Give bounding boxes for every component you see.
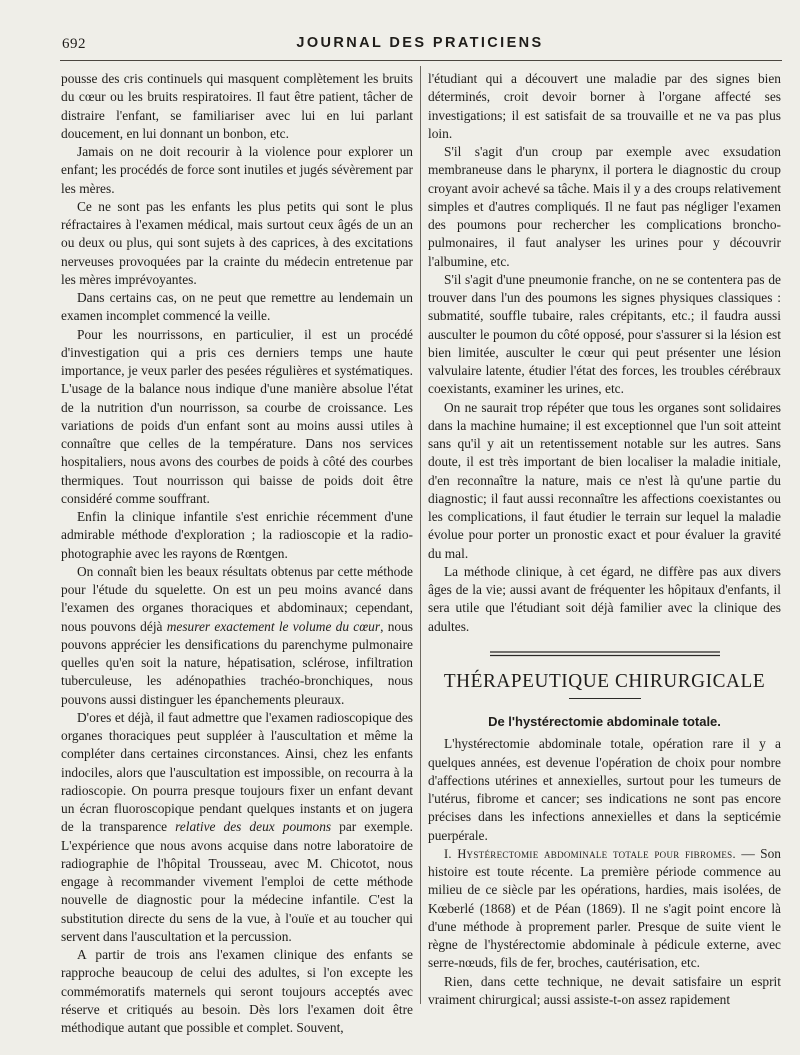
title-underline <box>569 698 641 699</box>
text-run: D'ores et déjà, il faut admettre que l'examen radioscopique des organes thoraciques peut suppléer à l'auscultation et même la compléter dans certaines circonstances. Ainsi, chez les enfants indociles, alors que l'auscultation est impossible, on recourra à la radioscopie. On pourra presque toujours fixer un enfant devant un écran fluoroscopique pendant quelques instants et on jugera de la transparence <box>61 709 413 835</box>
text-run: — Son histoire est toute récente. La première période commence au milieu de ce siècle par les opérations, hardies, mais isolées, de Kœberlé (1868) et de Péan (1869). Il ne s'agit point encore là d'une méthode à proprement parler. Presque de suite vient le règne de l'hystérectomie abdominale à pédicule externe, avec serre-nœuds, fils de fer, broches, cautérisation, etc. <box>428 845 781 971</box>
paragraph: Pour les nourrissons, en particulier, il est un procédé d'investigation qui a pris ces derniers temps une haute importance, je veux parler des pesées régulières et systématiques. L'usage de la balance nous indique d'une manière absolue l'état de la nutrition d'un nourrisson, sa courbe de croissance. Les variations de poids d'un enfant sont au moins aussi utiles à connaître que celles de la température. Dans nos services hospitaliers, nous avons des courbes de poids à côté des courbes thermiques. Tout nourrisson qui baisse de poids doit être considéré comme souffrant. <box>61 326 413 506</box>
paragraph: pousse des cris continuels qui masquent complètement les bruits du cœur ou les bruits respiratoires. Il faut être patient, tâcher de distraire l'enfant, se familiariser avec lui en lui parlant doucement, en lui donnant un bonbon, etc. <box>61 71 413 141</box>
paragraph: A partir de trois ans l'examen clinique des enfants se rapproche beaucoup de celui des adultes, si l'on excepte les commémoratifs maternels qui seront toujours acceptés avec réserve et critiqués au besoin. Dès lors l'examen doit être méthodique autant que possible et complet. Souvent, <box>61 947 413 1035</box>
paragraph: Enfin la clinique infantile s'est enrichie récemment d'une admirable méthode d'exploration ; la radioscopie et la radio-photographie avec les rayons de Rœntgen. <box>61 509 413 561</box>
paragraph <box>61 709 413 946</box>
paragraph: S'il s'agit d'une pneumonie franche, on ne se contentera pas de trouver dans l'un des poumons les signes physiques classiques : submatité, souffle tubaire, rales crépitants, etc.; il faudra aussi ausculter le poumon du côté opposé, pour s'assurer si la lésion est bien limitée, ausculter le cœur qui peut présenter une lésion valvulaire latente, étudier l'état des forces, les troubles cérébraux coexistants, examiner les urines, etc. <box>428 271 781 397</box>
italic-text: mesurer exactement le volume du cœur <box>166 618 381 634</box>
paragraph <box>61 563 413 709</box>
journal-title: JOURNAL DES PRATICIENS <box>296 35 544 51</box>
page-number: 692 <box>62 36 86 52</box>
paragraph: S'il s'agit d'un croup par exemple avec exsudation membraneuse dans le pharynx, il portera le diagnostic du croup croyant avoir achevé sa tâche. Mais il y a des croups relativement simples et d'autres compliqués. Il ne faut pas négliger l'examen des poumons pour rechercher les complications broncho-pulmonaires, il faut analyser les urines pour y découvrir l'albumine, etc. <box>428 144 781 269</box>
paragraph <box>428 845 781 973</box>
paragraph: Ce ne sont pas les enfants les plus petits qui sont le plus réfractaires à l'examen médical, mais surtout ceux âgés de un an ou deux ou plus, qui sont sujets à des caprices, à des excitations nerveuses provoquées par la crainte du médecin entretenue par les mères imprévoyantes. <box>61 198 413 287</box>
paragraph: l'étudiant qui a découvert une maladie par des signes bien déterminés, croit devoir borner à l'organe affecté ses investigations; il est satisfait de sa trouvaille et ne va pas plus loin. <box>428 71 781 141</box>
left-column <box>61 70 413 1037</box>
paragraph: L'hystérectomie abdominale totale, opération rare il y a quelques années, est devenue l'opération de choix pour nombre d'affections utérines et annexielles, surtout pour les tumeurs de l'utérus, fibrome et cancer; ses indications ne sont pas encore précises dans les infections annexielles et dans la septicémie puerpérale. <box>428 736 781 843</box>
text-run: par exemple. L'expérience que nous avons acquise dans notre laboratoire de radiographie de l'hôpital Trousseau, avec M. Chicotot, nous engage à recommander vivement l'emploi de cette méthode nouvelle de diagnostic pour la médecine infantile. C'est la substitution directe du sens de la vue, à l'ouïe et au toucher qui servent dans l'auscultation et la percussion. <box>61 819 413 944</box>
paragraph: On ne saurait trop répéter que tous les organes sont solidaires dans la machine humaine; il est exceptionnel que l'un soit atteint sans qu'il y ait un retentissement notable sur les autres. Sans doute, il est très important de bien localiser la maladie initiale, d'en reconnaître la nature, mais ce n'est là qu'une partie du diagnostic; il faut aussi reconnaître les affections coexistantes ou les complications, il faut étudier le terrain sur lequel la maladie évolue pour porter un pronostic exact et pour évaluer la gravité du mal. <box>428 399 781 561</box>
paragraph: Jamais on ne doit recourir à la violence pour explorer un enfant; les procédés de force sont inutiles et jugés sévèrement par les mères. <box>61 144 413 196</box>
small-caps-heading: I. Hystérectomie abdominale totale pour fibromes. <box>444 846 736 861</box>
paragraph: Dans certains cas, on ne peut que remettre au lendemain un examen incomplet commencé la veille. <box>61 290 413 324</box>
paragraph: Rien, dans cette technique, ne devait satisfaire un esprit vraiment chirurgical; aussi assiste-t-on assez rapidement <box>428 973 781 1007</box>
section-title: THÉRAPEUTIQUE CHIRURGICALE <box>443 669 766 692</box>
section-divider-ornament <box>490 650 720 658</box>
subsection-title: De l'hystérectomie abdominale totale. <box>488 714 721 729</box>
text-run: On connaît bien les beaux résultats obtenus par cette méthode pour l'étude du squelette. On est un peu moins avancé dans l'examen des organes thoraciques et abdominaux; cependant, nous pouvons déjà <box>61 563 413 634</box>
paragraph: La méthode clinique, à cet égard, ne diffère pas aux divers âges de la vie; aussi avant de fréquenter les hôpitaux d'enfants, il sera utile que l'étudiant soit déjà familier avec la clinique des adultes. <box>428 563 781 634</box>
page-header <box>60 30 780 58</box>
italic-text: relative des deux poumons <box>175 819 332 835</box>
text-run: , nous pouvons apprécier les densifications du parenchyme pulmonaire quelles qu'en soit la nature, hépatisation, sclérose, infiltration tuberculeuse, les adénopathies trachéo-bronchiques, nous pouvons aussi distinguer les épanchements pleuraux. <box>61 618 413 707</box>
header-rule <box>60 60 782 61</box>
right-column <box>428 70 781 1009</box>
column-divider <box>420 66 421 1004</box>
